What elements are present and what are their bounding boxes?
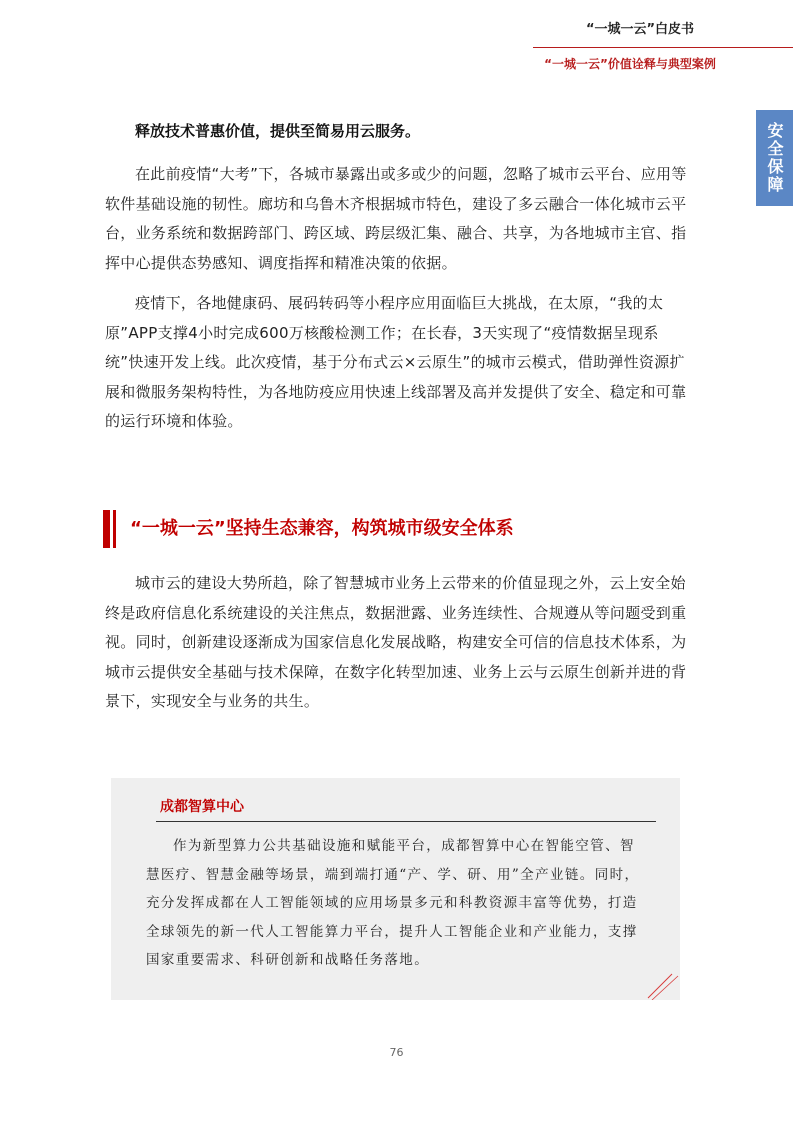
intro-bold-line: 释放技术普惠价值，提供至简易用云服务。: [135, 122, 421, 140]
body-paragraph-2: 疫情下，各地健康码、展码转码等小程序应用面临巨大挑战，在太原，“我的太原”APP支撑4小时完成600万核酸检测工作；在长春，3天实现了“疫情数据呈现系统”快速开发上线。此次疫情，基于分布式云×云原生”的城市云模式，借助弹性资源扩展和微服务架构特性，为各地防疫应用快速上线部署及高并发提供了安全、稳定和可靠的运行环境和体验。: [105, 294, 687, 430]
header-section-title: “一城一云”价值诠释与典型案例: [544, 57, 716, 71]
corner-decoration-icon: [640, 970, 680, 1000]
body-paragraph-1: 在此前疫情“大考”下，各城市暴露出或多或少的问题，忽略了城市云平台、应用等软件基础设施的韧性。廊坊和乌鲁木齐根据城市特色，建设了多云融合一体化城市云平台，业务系统和数据跨部门、跨区域、跨层级汇集、融合、共享，为各地城市主官、指挥中心提供态势感知、调度指挥和精准决策的依据。: [105, 165, 687, 272]
case-study-title: 成都智算中心: [160, 799, 244, 815]
header-divider: [533, 47, 793, 48]
section-marker-bar: [103, 510, 110, 548]
section-heading: “一城一云”坚持生态兼容，构筑城市级安全体系: [130, 518, 514, 539]
section-paragraph: 城市云的建设大势所趋，除了智慧城市业务上云带来的价值显现之外，云上安全始终是政府信息化系统建设的关注焦点，数据泄露、业务连续性、合规遵从等问题受到重视。同时，创新建设逐渐成为国家信息化发展战略，构建安全可信的信息技术体系，为城市云提供安全基础与技术保障，在数字化转型加速、业务上云与云原生创新并进的背景下，实现安全与业务的共生。: [105, 574, 687, 710]
page-number: 76: [389, 1046, 404, 1059]
case-study-text: 作为新型算力公共基础设施和赋能平台，成都智算中心在智能空管、智慧医疗、智慧金融等场景，端到端打通“产、学、研、用”全产业链。同时，充分发挥成都在人工智能领域的应用场景多元和科教资源丰富等优势，打造全球领先的新一代人工智能算力平台，提升人工智能企业和产业能力，支撑国家重要需求、科研创新和战略任务落地。: [146, 838, 640, 968]
side-tab-security: [756, 110, 793, 206]
case-study-box: [111, 778, 680, 1000]
case-study-divider: [156, 821, 656, 822]
side-tab-label: 安全保障: [765, 122, 784, 194]
header-doc-title: “一城一云”白皮书: [585, 22, 695, 37]
section-marker-bar-thin: [113, 510, 116, 548]
